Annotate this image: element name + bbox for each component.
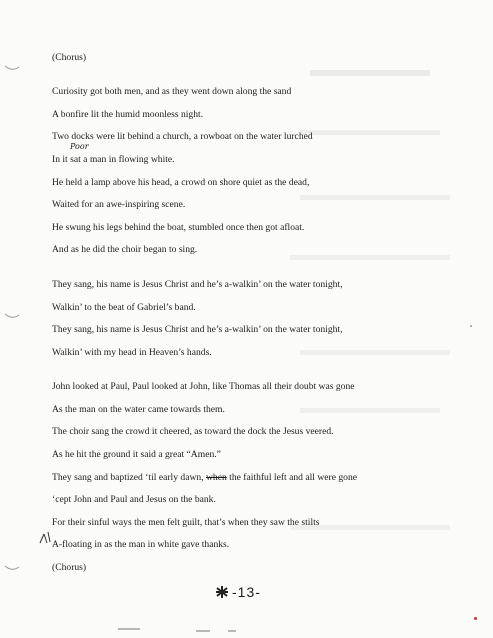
struck-word: when [205,472,227,483]
chorus-label-bottom: (Chorus) [52,562,87,573]
bleed-through-3 [300,195,450,200]
bleed-through-1 [310,70,430,76]
verse-line: ‘cept John and Paul and Jesus on the bank. [52,494,216,505]
verse-line: The choir sang the crowd it cheered, as toward the dock the Jesus veered. [52,426,334,437]
verse-line-with-strikethrough [52,472,357,484]
chorus-line: Walkin’ with my head in Heaven’s hands. [52,347,212,358]
chorus-line: They sang, his name is Jesus Christ and he’s a-walkin’ on the water tonight, [52,324,343,335]
verse-line: And as he did the choir began to sing. [52,244,198,255]
bleed-through-6 [300,408,440,413]
verse-line: Waited for an awe-inspiring scene. [52,199,186,210]
line-text-after: the faithful left and all were gone [226,472,358,483]
page-number: -13- [232,584,261,600]
verse-line: A-floating in as the man in white gave thanks. [52,539,230,550]
bleed-through-4 [290,255,450,260]
verse-line: As the man on the water came towards them. [52,404,225,415]
scan-artifact [196,630,210,632]
punch-mark-bottom [4,564,20,572]
chorus-label-top: (Chorus) [52,52,87,63]
bleed-through-2 [300,130,440,135]
verse-line: He swung his legs behind the boat, stumbled once then got afloat. [52,222,305,233]
bleed-through-5 [300,350,450,355]
red-dot-artifact [474,617,477,620]
verse-line: For their sinful ways the men felt guilt, that’s when they saw the stilts [52,517,320,528]
verse-line: A bonfire lit the humid moonless night. [52,109,204,120]
scan-artifact [228,630,236,632]
verse-line: John looked at Paul, Paul looked at John, like Thomas all their doubt was gone [52,381,355,392]
chorus-line: Walkin’ to the beat of Gabriel’s band. [52,302,196,313]
verse-line: As he hit the ground it said a great “Amen.” [52,449,221,460]
handwritten-caret-mark [38,530,54,546]
verse-line: In it sat a man in flowing white. [52,154,175,165]
punch-mark-top [4,64,20,72]
handwritten-scribble-icon [214,585,230,599]
dust-artifact [470,325,472,327]
verse-line: Curiosity got both men, and as they went down along the sand [52,86,292,97]
verse-line: He held a lamp above his head, a crowd on shore quiet as the dead, [52,177,310,188]
scan-artifact [118,628,140,630]
verse-line: Two docks were lit behind a church, a rowboat on the water lurched [52,131,313,142]
handwritten-insertion: Poor [70,142,89,151]
punch-mark-middle [4,312,20,320]
line-text-before: They sang and baptized ‘til early dawn, [52,472,206,483]
chorus-line: They sang, his name is Jesus Christ and he’s a-walkin’ on the water tonight, [52,279,343,290]
